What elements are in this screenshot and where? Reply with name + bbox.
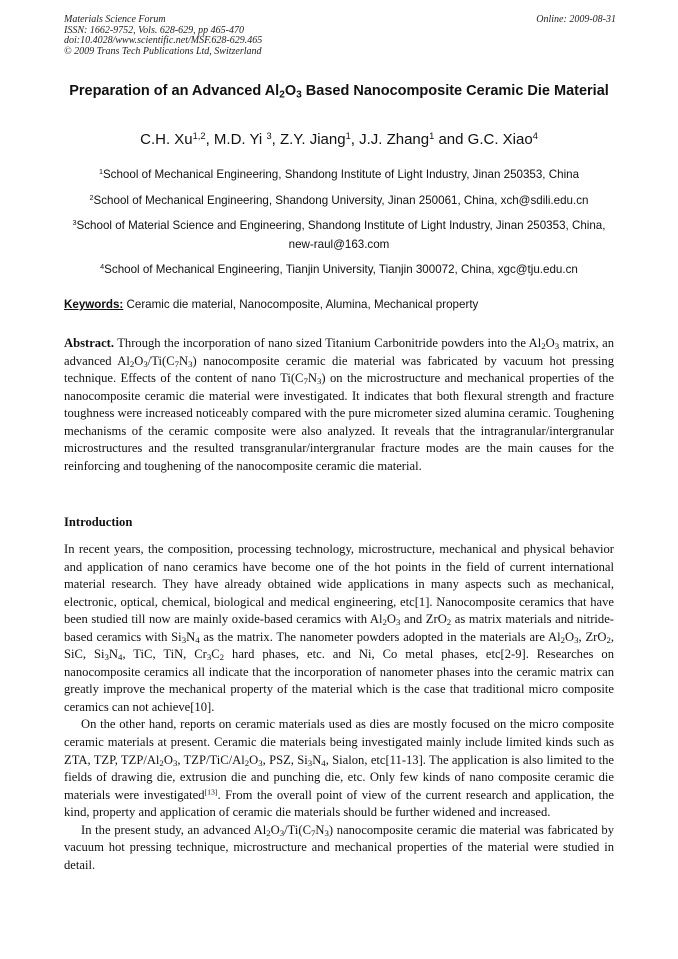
intro-paragraph-3: In the present study, an advanced $Al_2O_3/Ti(C_7N_3)$ nanocomposite ceramic die material was fabricated by vacuum hot pressing technique, microstructure and mechanical properties of the material were studied in detail. [64, 822, 615, 872]
title-sub-2: 3 [296, 89, 302, 101]
affiliation-3-text: School of Material Science and Engineering, Shandong Institute of Light Industry, Jinan 250353, China, new-raul@163.com [76, 219, 606, 251]
subscript: 2 [219, 652, 225, 663]
title-mid: O [284, 83, 297, 99]
subscript: 2 [541, 341, 546, 352]
journal-header [64, 15, 616, 57]
author-sep-1: , [205, 131, 214, 148]
subscript: 4 [118, 652, 123, 663]
subscript: 2 [446, 617, 452, 628]
superscript: [13] [204, 787, 218, 797]
subscript: 3 [188, 358, 193, 369]
affiliation-4-text: School of Mechanical Engineering, Tianjin University, Tianjin 300072, China, xgc@tju.edu.cn [104, 263, 578, 276]
subscript: 3 [143, 358, 148, 369]
affiliation-1-text: School of Mechanical Engineering, Shandong Institute of Light Industry, Jinan 250353, China [102, 168, 580, 181]
subscript: 3 [324, 827, 329, 838]
author-sep-2: , [271, 131, 280, 148]
subscript: 3 [104, 652, 109, 663]
subscript: 3 [554, 341, 560, 352]
paper-title [60, 82, 618, 100]
subscript: 7 [303, 376, 308, 387]
subscript: 4 [195, 634, 200, 645]
author-2: M.D. Yi [213, 131, 267, 148]
subscript: 2 [560, 634, 566, 645]
subscript: 4 [321, 757, 326, 768]
author-1: C.H. Xu [140, 131, 193, 148]
title-suffix: Based Nanocomposite Ceramic Die Material [301, 83, 609, 99]
author-3: Z.Y. Jiang [279, 131, 346, 148]
introduction-heading: Introduction [64, 515, 133, 529]
author-4-affil: 1 [429, 130, 435, 141]
affiliation-4 [64, 260, 614, 279]
author-4: J.J. Zhang [359, 131, 430, 148]
title-sub-1: 2 [279, 89, 285, 101]
subscript: 3 [279, 827, 285, 838]
subscript: 3 [258, 757, 263, 768]
subscript: 7 [310, 827, 316, 838]
affiliation-1-num: 1 [98, 167, 103, 177]
subscript: 2 [159, 757, 164, 768]
affiliation-1 [64, 165, 614, 184]
subscript: 3 [181, 634, 187, 645]
author-5: G.C. Xiao [467, 131, 533, 148]
subscript: 2 [244, 757, 250, 768]
affiliation-3-num: 3 [72, 218, 77, 228]
keywords-line [64, 297, 614, 313]
intro-paragraph-2: On the other hand, reports on ceramic materials used as dies are mostly focused on the micro composite ceramic materials at present. Ceramic die materials being investigated mainly include limited kinds such as ZTA, TZP, TZP/$Al_2O_3$, TZP/$TiC/Al_2O_3$, PSZ, $Si_3N_4$, Sialon, etc[11-13]. The application is also limited to the fields of drawing die, extrusion die and punching die, etc. Only few kinds of nano composite ceramic die materials were investigated[13]. From the overall point of view of the current research and application, the kind, property and application of ceramic die materials should be further widened and increased. [64, 717, 614, 820]
intro-paragraph-1: In recent years, the composition, processing technology, microstructure, mechanical and physical behavior and application of nano ceramics have become one of the hot points in the field of current international material research. They have already obtained wide applications in many aspects such as mechanical, electronic, optical, chemical, biological and medical engineering, etc[1]. Nanocomposite ceramics that have been studied till now are mainly oxide-based ceramics with $Al_2O_3$ and ZrO$_2$ as matrix materials and nitride-based ceramics with $Si_3N_4$ as the matrix. The nanometer powders adopted in the materials are $Al_2O_3$, ZrO$_2$, SiC, $Si_3N_4$, TiC, TiN, $Cr_3C_2$ hard phases, etc. and Ni, Co metal phases, etc[2-9]. Researches on nanocomposite ceramics all indicate that the incorporation of nanometer phases into the ceramic matrix can greatly improve the mechanical property of the material which is the case that traditional micro composite ceramics can not achieve[10]. [64, 542, 615, 714]
abstract-block [64, 335, 614, 475]
author-list [60, 130, 618, 150]
affiliation-2 [64, 191, 614, 210]
copyright-line: © 2009 Trans Tech Publications Ltd, Switzerland [64, 45, 262, 57]
issn-line: ISSN: 1662-9752, Vols. 628-629, pp 465-470 [64, 24, 244, 36]
subscript: 3 [316, 376, 322, 387]
subscript: 3 [172, 757, 178, 768]
journal-name: Materials Science Forum [64, 14, 166, 25]
subscript: 3 [206, 652, 212, 663]
keywords-label: Keywords: [64, 298, 124, 311]
author-2-affil: 3 [266, 130, 272, 141]
author-sep-4: and [434, 131, 468, 148]
affiliation-2-text: School of Mechanical Engineering, Shandong University, Jinan 250061, China, xch@sdili.edu.cn [93, 194, 589, 207]
author-1-affil: 1,2 [192, 130, 206, 141]
affiliation-3 [64, 216, 614, 254]
subscript: 3 [307, 757, 313, 768]
affiliation-2-num: 2 [89, 193, 94, 203]
subscript: 3 [574, 634, 579, 645]
introduction-body [64, 541, 614, 874]
title-prefix: Preparation of an Advanced Al [69, 83, 280, 99]
doi-line: doi:10.4028/www.scientific.net/MSF.628-629.465 [64, 35, 263, 47]
subscript: 7 [174, 358, 180, 369]
subscript: 2 [129, 358, 135, 369]
keywords-text: Ceramic die material, Nanocomposite, Alumina, Mechanical property [123, 298, 479, 311]
author-3-affil: 1 [345, 130, 351, 141]
subscript: 3 [396, 617, 401, 628]
abstract-text: Through the incorporation of nano sized Titanium Carbonitride powders into the $Al_2O_3$ matrix, an advanced $Al_2O_3/Ti(C_7N_3)$ nanocomposite ceramic die material was fabricated by vacuum hot pressing technique. Effects of the content of nano $Ti(C_7N_3)$ on the microstructure and mechanical properties of the nanocomposite ceramic die material were investigated. It indicates that both flexural strength and fracture toughness were increased noticeably compared with the pure micrometer sized alumina ceramic. Toughening mechanisms of the ceramic composite were also analyzed. It reveals that the intragranular/intergranular microstructures and the resulted transgranular/intergranular fracture modes are the main causes for the reinforcing and toughening of the nanocomposite ceramic die material. [64, 336, 614, 473]
affiliation-4-num: 4 [100, 262, 105, 272]
subscript: 2 [382, 617, 387, 628]
author-5-affil: 4 [532, 130, 538, 141]
subscript: 2 [606, 634, 611, 645]
online-date: Online: 2009-08-31 [536, 14, 616, 25]
abstract-label: Abstract. [64, 336, 115, 350]
subscript: 2 [266, 827, 271, 838]
author-sep-3: , [350, 131, 360, 148]
